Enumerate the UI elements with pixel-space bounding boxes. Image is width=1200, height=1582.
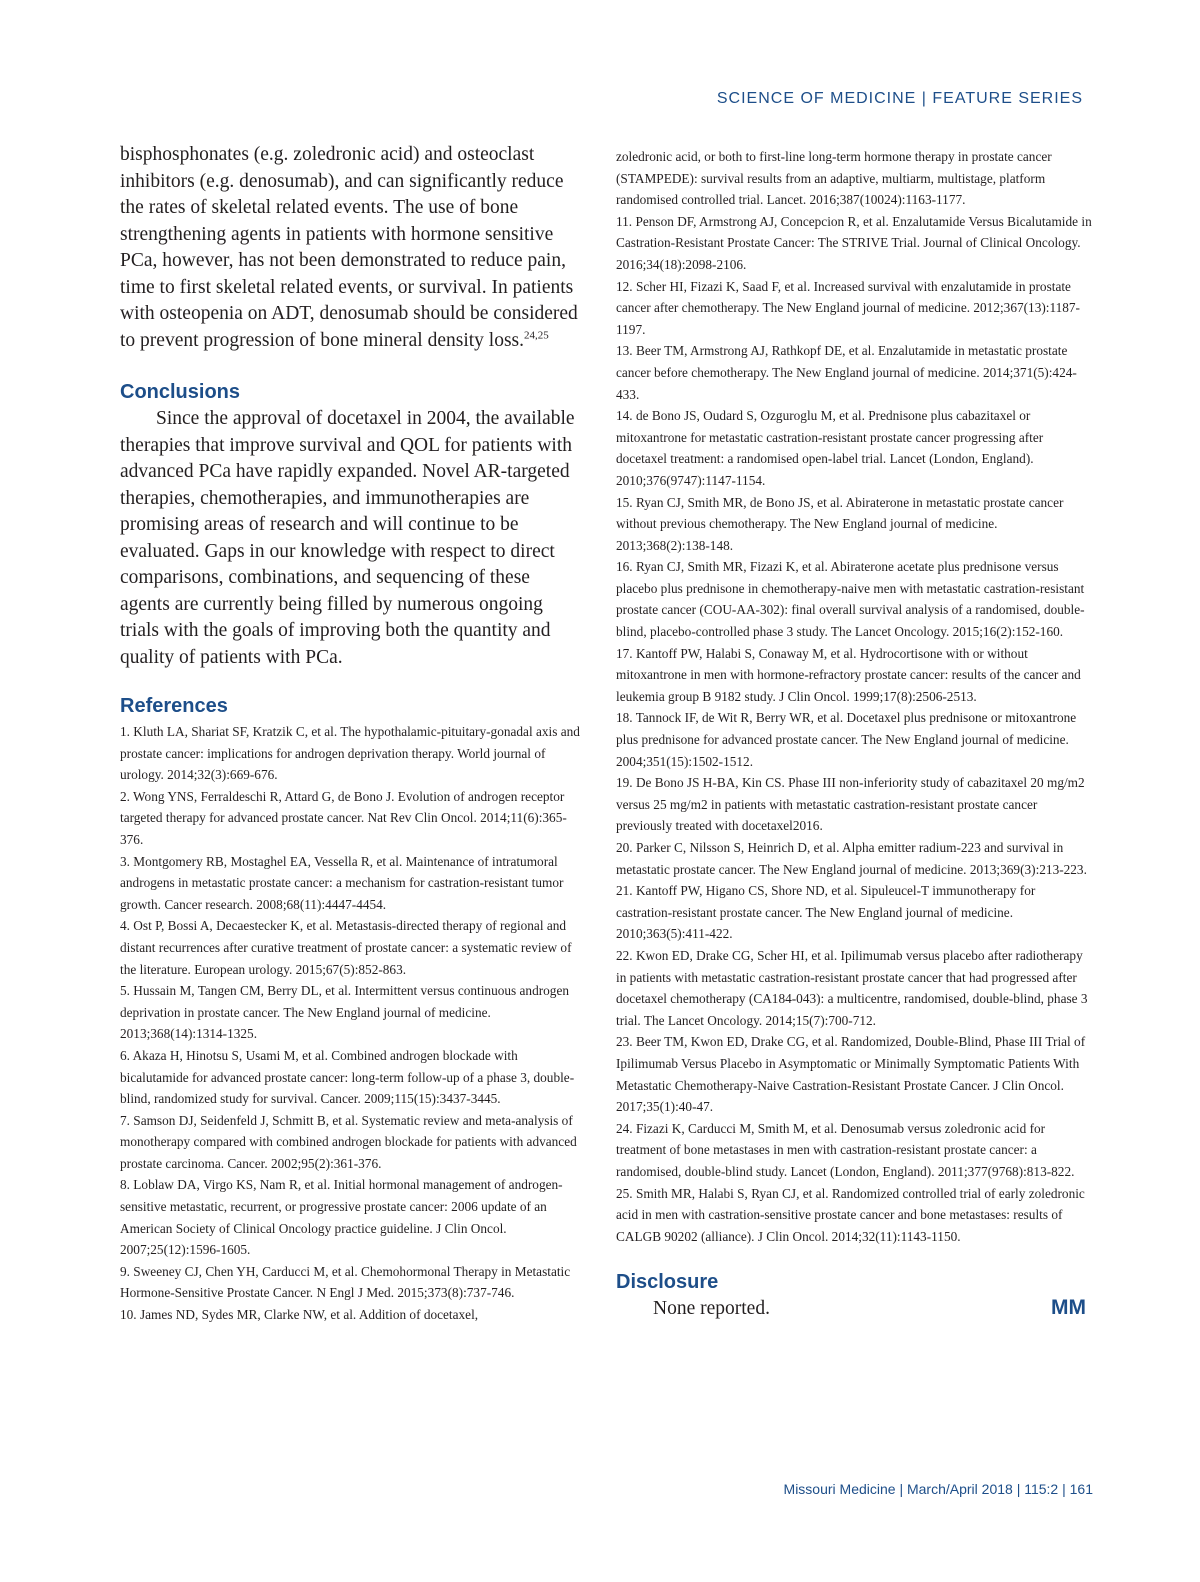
left-column [120,142,582,1326]
reference-item: 15. Ryan CJ, Smith MR, de Bono JS, et al. Abiraterone in metastatic prostate cancer without previous chemotherapy. The New England journal of medicine. 2013;368(2):138-148. [616,494,1064,553]
reference-item: 9. Sweeney CJ, Chen YH, Carducci M, et al. Chemohormonal Therapy in Metastatic Hormone-Sensitive Prostate Cancer. N Engl J Med. 2015;373(8):737-746. [120,1263,571,1301]
reference-item: 16. Ryan CJ, Smith MR, Fizazi K, et al. Abiraterone acetate plus prednisone versus placebo plus prednisone in chemotherapy-naive men with metastatic castration-resistant prostate cancer (COU-AA-302): final overall survival analysis of a randomised, double-blind, placebo-controlled phase 3 study. The Lancet Oncology. 2015;16(2):152-160. [616,559,1085,640]
reference-item: 24. Fizazi K, Carducci M, Smith M, et al. Denosumab versus zoledronic acid for treatment of bone metastases in men with castration-resistant prostate cancer: a randomised, double-blind study. Lancet (London, England). 2011;377(9768):813-822. [616,1120,1075,1179]
reference-item: 1. Kluth LA, Shariat SF, Kratzik C, et al. The hypothalamic-pituitary-gonadal axis and prostate cancer: implications for androgen deprivation therapy. World journal of urology. 2014;32(3):669-676. [120,724,580,783]
reference-item: 21. Kantoff PW, Higano CS, Shore ND, et al. Sipuleucel-T immunotherapy for castration-resistant prostate cancer. The New England journal of medicine. 2010;363(5):411-422. [616,883,1036,942]
reference-item: 22. Kwon ED, Drake CG, Scher HI, et al. Ipilimumab versus placebo after radiotherapy in patients with metastatic castration-resistant prostate cancer that had progressed after docetaxel chemotherapy (CA184-043): a multicentre, randomised, double-blind, phase 3 trial. The Lancet Oncology. 2014;15(7):700-712. [616,947,1088,1028]
reference-item: 25. Smith MR, Halabi S, Ryan CJ, et al. Randomized controlled trial of early zoledronic acid in men with castration-sensitive prostate cancer and bone metastases: results of CALGB 90202 (alliance). J Clin Oncol. 2014;32(11):1143-1150. [616,1185,1085,1244]
reference-item: 6. Akaza H, Hinotsu S, Usami M, et al. Combined androgen blockade with bicalutamide for advanced prostate cancer: long-term follow-up of a phase 3, double-blind, randomized study for survival. Cancer. 2009;115(15):3437-3445. [120,1047,575,1107]
reference-item: 2. Wong YNS, Ferraldeschi R, Attard G, de Bono J. Evolution of androgen receptor targeted therapy for advanced prostate cancer. Nat Rev Clin Oncol. 2014;11(6):365-376. [120,788,567,847]
reference-item: 5. Hussain M, Tangen CM, Berry DL, et al. Intermittent versus continuous androgen deprivation in prostate cancer. The New England journal of medicine. 2013;368(14):1314-1325. [120,983,569,1042]
reference-item: 14. de Bono JS, Oudard S, Ozguroglu M, et al. Prednisone plus cabazitaxel or mitoxantrone for metastatic castration-resistant prostate cancer progressing after docetaxel treatment: a randomised open-label trial. Lancet (London, England). 2010;376(9747):1147-1154. [616,408,1044,488]
intro-paragraph [120,142,582,354]
reference-item: 3. Montgomery RB, Mostaghel EA, Vessella R, et al. Maintenance of intratumoral androgens in metastatic prostate cancer: a mechanism for castration-resistant tumor growth. Cancer research. 2008;68(11):4447-4454. [120,853,564,912]
intro-text: bisphosphonates (e.g. zoledronic acid) and osteoclast inhibitors (e.g. denosumab), and can significantly reduce the rates of skeletal related events. The use of bone strengthening agents in patients with hormone sensitive PCa, however, has not been demonstrated to reduce pain, time to first skeletal related events, or survival. In patients with osteopenia on ADT, denosumab should be considered to prevent progression of bone mineral density loss. [120,144,578,351]
intro-citation: 24,25 [524,329,549,341]
reference-item: 19. De Bono JS H-BA, Kin CS. Phase III non-inferiority study of cabazitaxel 20 mg/m2 versus 25 mg/m2 in patients with metastatic castration-resistant prostate cancer previously treated with docetaxel2016. [616,775,1085,834]
reference-item: 4. Ost P, Bossi A, Decaestecker K, et al. Metastasis-directed therapy of regional and distant recurrences after curative treatment of prostate cancer: a systematic review of the literature. European urology. 2015;67(5):852-863. [120,918,572,977]
reference-item: 11. Penson DF, Armstrong AJ, Concepcion R, et al. Enzalutamide Versus Bicalutamide in Castration-Resistant Prostate Cancer: The STRIVE Trial. Journal of Clinical Oncology. 2016;34(18):2098-2106. [616,213,1092,272]
disclosure-row [616,1296,1094,1320]
reference-item: 20. Parker C, Nilsson S, Heinrich D, et al. Alpha emitter radium-223 and survival in metastatic prostate cancer. The New England journal of medicine. 2013;369(3):213-223. [616,840,1087,877]
disclosure-heading: Disclosure [616,1271,719,1294]
reference-item: zoledronic acid, or both to first-line long-term hormone therapy in prostate cancer (STAMPEDE): survival results from an adaptive, multiarm, multistage, platform randomised controlled trial. Lancet. 2016;387(10024):1163-1177. [616,149,1052,208]
reference-item: 18. Tannock IF, de Wit R, Berry WR, et al. Docetaxel plus prednisone or mitoxantrone plus prednisone for advanced prostate cancer. The New England journal of medicine. 2004;351(15):1502-1512. [616,710,1077,769]
page-footer: Missouri Medicine | March/April 2018 | 115:2 | 161 [783,1481,1093,1497]
reference-item: 8. Loblaw DA, Virgo KS, Nam R, et al. Initial hormonal management of androgen-sensitive metastatic, recurrent, or progressive prostate cancer: 2006 update of an American Society of Clinical Oncology practice guideline. J Clin Oncol. 2007;25(12):1596-1605. [120,1177,563,1258]
reference-item: 10. James ND, Sydes MR, Clarke NW, et al. Addition of docetaxel, [120,1307,479,1323]
reference-item: 13. Beer TM, Armstrong AJ, Rathkopf DE, et al. Enzalutamide in metastatic prostate cancer before chemotherapy. The New England journal of medicine. 2014;371(5):424-433. [616,343,1077,402]
disclosure-text: None reported. [653,1298,770,1320]
series-header: SCIENCE OF MEDICINE | FEATURE SERIES [716,90,1083,107]
references-heading: References [120,695,228,717]
reference-item: 7. Samson DJ, Seidenfeld J, Schmitt B, et al. Systematic review and meta-analysis of monotherapy compared with combined androgen blockade for patients with advanced prostate carcinoma. Cancer. 2002;95(2):361-376. [120,1112,577,1171]
reference-item: 23. Beer TM, Kwon ED, Drake CG, et al. Randomized, Double-Blind, Phase III Trial of Ipilimumab Versus Placebo in Asymptomatic or Minimally Symptomatic Patients With Metastatic Chemotherapy-Naive Castration-Resistant Prostate Cancer. J Clin Oncol. 2017;35(1):40-47. [616,1034,1086,1115]
reference-list-left [120,721,582,1326]
reference-item: 17. Kantoff PW, Halabi S, Conaway M, et al. Hydrocortisone with or without mitoxantrone in men with hormone-refractory prostate cancer: results of the cancer and leukemia group B 9182 study. J Clin Oncol. 1999;17(8):2506-2513. [616,645,1081,704]
reference-item: 12. Scher HI, Fizazi K, Saad F, et al. Increased survival with enzalutamide in prostate cancer after chemotherapy. The New England journal of medicine. 2012;367(13):1187-1197. [616,278,1080,337]
reference-list-right [616,146,1094,1247]
mm-logo: MM [1051,1296,1086,1320]
conclusions-paragraph: Since the approval of docetaxel in 2004, the available therapies that improve survival and QOL for patients with advanced PCa have rapidly expanded. Novel AR-targeted therapies, chemotherapies, and immunotherapies are promising areas of research and will continue to be evaluated. Gaps in our knowledge with respect to direct comparisons, combinations, and sequencing of these agents are currently being filled by numerous ongoing trials with the goals of improving both the quantity and quality of patients with PCa. [120,408,575,668]
conclusions-heading: Conclusions [120,381,241,403]
right-column [616,146,1094,1320]
